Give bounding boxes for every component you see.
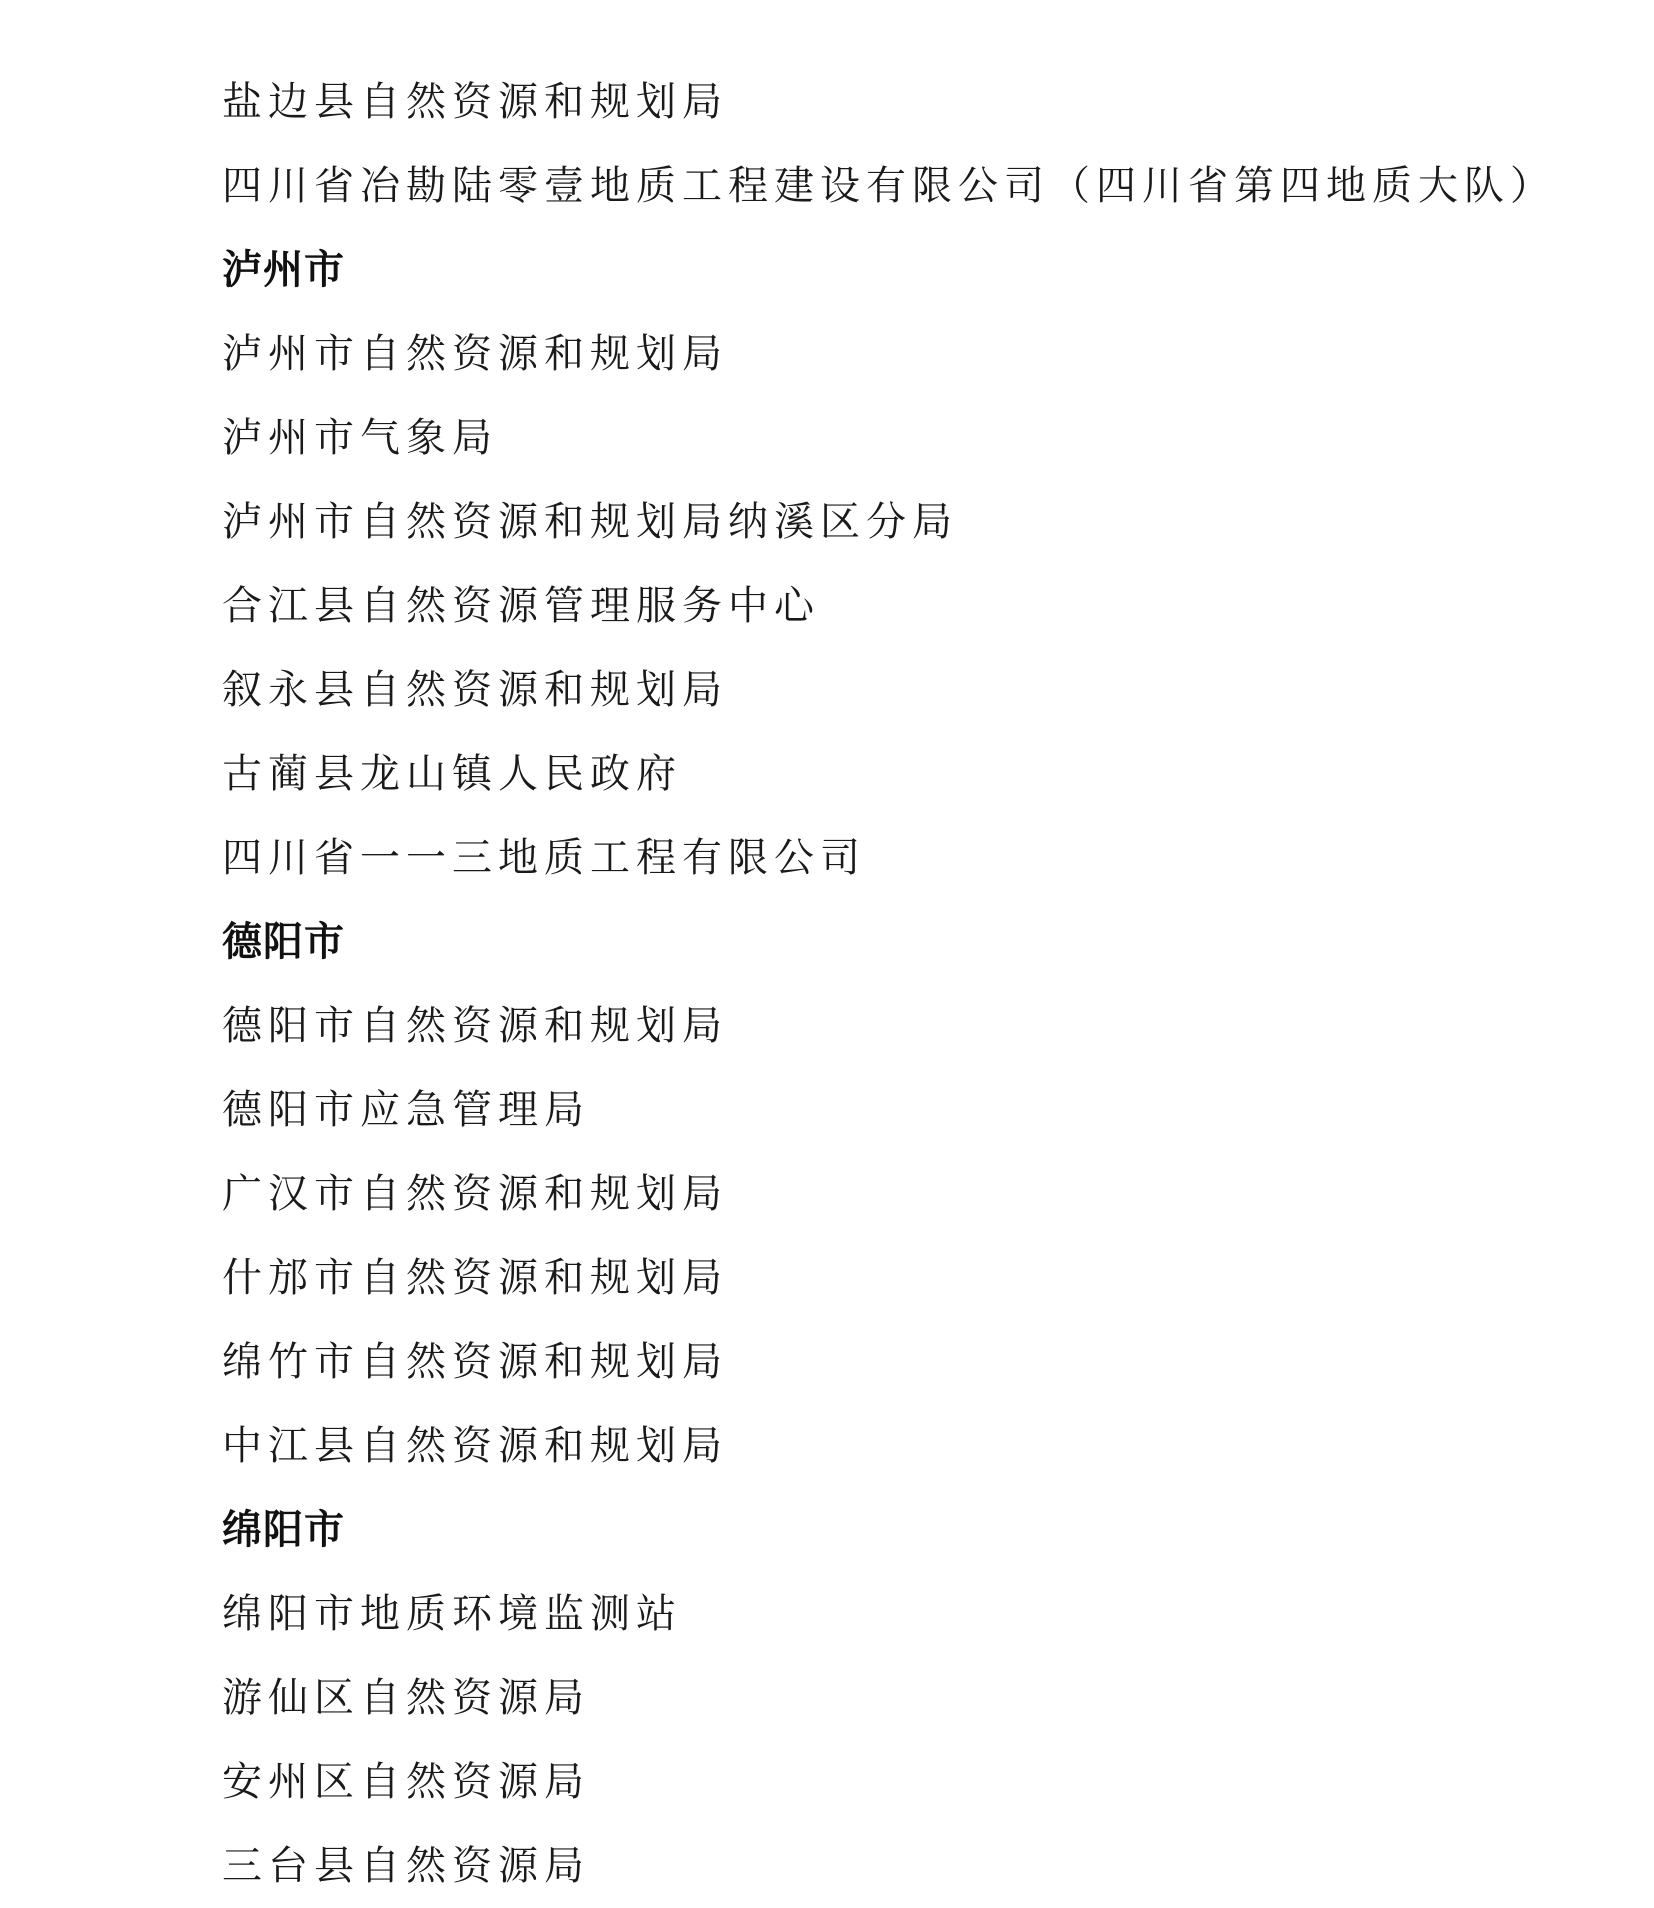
list-item: 泸州市气象局: [222, 415, 498, 461]
section-heading-mianyang: 绵阳市: [222, 1507, 345, 1553]
list-item: 德阳市应急管理局: [222, 1087, 590, 1133]
list-item: 什邡市自然资源和规划局: [222, 1255, 728, 1301]
list-item: 中江县自然资源和规划局: [222, 1423, 728, 1469]
list-item: 绵阳市地质环境监测站: [222, 1591, 682, 1637]
list-item: 叙永县自然资源和规划局: [222, 667, 728, 713]
section-heading-deyang: 德阳市: [222, 919, 345, 965]
list-item: 绵竹市自然资源和规划局: [222, 1339, 728, 1385]
list-item: 泸州市自然资源和规划局: [222, 331, 728, 377]
list-item: 游仙区自然资源局: [222, 1675, 590, 1721]
list-item: 安州区自然资源局: [222, 1759, 590, 1805]
list-item: 四川省冶勘陆零壹地质工程建设有限公司（四川省第四地质大队）: [222, 163, 1556, 209]
list-item: 古蔺县龙山镇人民政府: [222, 751, 682, 797]
section-heading-luzhou: 泸州市: [222, 247, 345, 293]
organization-list: [222, 60, 1602, 1908]
list-item: 四川省一一三地质工程有限公司: [222, 835, 866, 881]
list-item: 德阳市自然资源和规划局: [222, 1003, 728, 1049]
list-item: 合江县自然资源管理服务中心: [222, 583, 820, 629]
list-item: 盐边县自然资源和规划局: [222, 79, 728, 125]
list-item: 广汉市自然资源和规划局: [222, 1171, 728, 1217]
list-item: 泸州市自然资源和规划局纳溪区分局: [222, 499, 958, 545]
list-item: 三台县自然资源局: [222, 1843, 590, 1889]
